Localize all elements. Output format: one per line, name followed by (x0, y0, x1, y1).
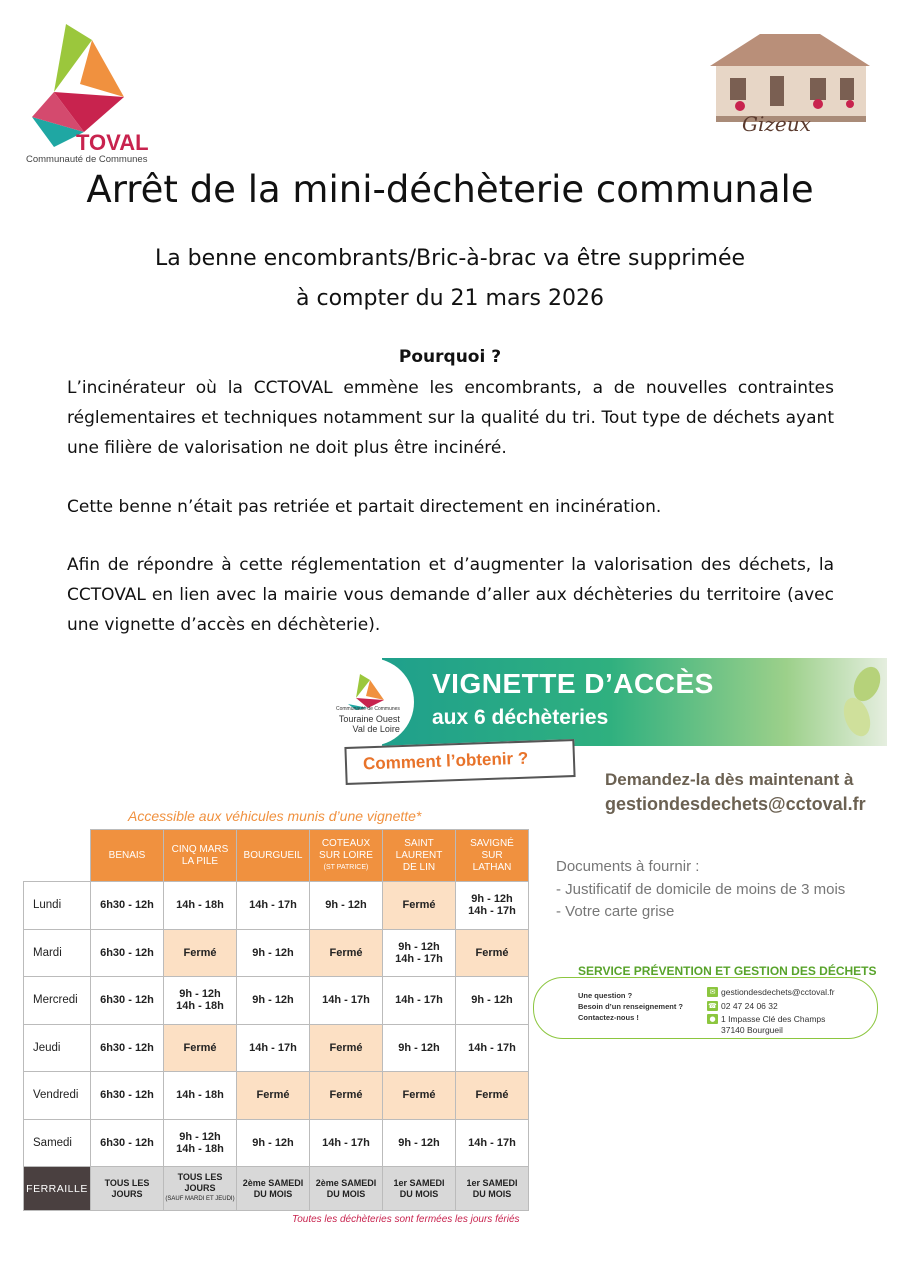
hours-cell (383, 1024, 456, 1072)
day-label: Mardi (24, 929, 91, 977)
subtitle-line2: à compter du 21 mars 2026 (296, 286, 604, 311)
scrap-note: (SAUF MARDI ET JEUDI) (165, 1196, 235, 1202)
scrap-text: 1er SAMEDI (466, 1177, 518, 1188)
hours-text: Fermé (329, 1041, 363, 1054)
site-name-line: CINQ MARS (171, 843, 229, 855)
hours-text: 14h - 17h (322, 1136, 370, 1149)
hours-text: 14h - 17h (249, 899, 297, 912)
hours-cell (237, 977, 310, 1025)
hours-cell (310, 1119, 383, 1167)
site-name-line: COTEAUX (321, 837, 371, 849)
phone-icon: ☎ (708, 1002, 717, 1010)
day-label: Lundi (24, 882, 91, 930)
hours-text: 14h - 17h (468, 905, 516, 918)
hours-text: 14h - 17h (322, 994, 370, 1007)
scrap-text: 2ème SAMEDI (242, 1177, 304, 1188)
hours-cell (456, 1024, 529, 1072)
hours-text: 6h30 - 12h (100, 946, 154, 959)
service-address-line2: 37140 Bourgueil (721, 1025, 783, 1035)
scrap-cell (164, 1167, 237, 1211)
scrap-cell (456, 1167, 529, 1211)
hours-cell (237, 929, 310, 977)
hours-cell (91, 977, 164, 1025)
scrap-text: JOURS (111, 1188, 143, 1199)
scrap-text: JOURS (184, 1183, 216, 1193)
table-corner (24, 830, 91, 882)
scrap-row (24, 1167, 529, 1211)
hours-text: 14h - 17h (395, 952, 443, 965)
tolv-line1: Communauté de Communes (336, 706, 400, 712)
obtain-box (344, 739, 575, 785)
scrap-cell (237, 1167, 310, 1211)
scrap-cell (383, 1167, 456, 1211)
closed-cell (456, 1072, 529, 1120)
service-email[interactable]: gestiondesdechets@cctoval.fr (721, 987, 835, 997)
scrap-label: FERRAILLE (24, 1167, 91, 1211)
hours-text: 14h - 17h (468, 1041, 516, 1054)
hours-text: Fermé (183, 1041, 217, 1054)
documents-title: Documents à fournir : (556, 858, 700, 875)
service-phone[interactable]: 02 47 24 06 32 (721, 1001, 778, 1011)
hours-text: 9h - 12h (325, 899, 367, 912)
vignette-banner (332, 658, 887, 746)
site-name-line: BOURGUEIL (243, 849, 303, 861)
site-name-line: BENAIS (108, 849, 146, 861)
hours-text: 14h - 18h (176, 1142, 224, 1155)
banner-title: VIGNETTE D’ACCÈS (432, 668, 714, 699)
hours-text: 14h - 17h (395, 994, 443, 1007)
site-name-line: SAVIGNÉ (470, 837, 514, 849)
site-name-line: (ST PATRICE) (323, 863, 369, 871)
service-address-line1: 1 Impasse Clé des Champs (721, 1014, 826, 1024)
org-name: TOVAL (76, 130, 149, 155)
hours-text: 14h - 18h (176, 1000, 224, 1013)
service-title: SERVICE PRÉVENTION ET GESTION DES DÉCHETS (578, 964, 877, 978)
tolv-line3: Val de Loire (352, 724, 400, 734)
hours-text: 9h - 12h (252, 946, 294, 959)
table-row (24, 929, 529, 977)
site-header (383, 830, 456, 882)
hours-text: 6h30 - 12h (100, 899, 154, 912)
scrap-text: TOUS LES (177, 1172, 223, 1182)
scrap-cell (310, 1167, 383, 1211)
hours-cell (310, 882, 383, 930)
page-title: Arrêt de la mini-déchèterie communale (86, 168, 814, 211)
site-name-line: SUR LOIRE (319, 849, 373, 861)
hours-cell (91, 1024, 164, 1072)
hours-text: 9h - 12h (471, 893, 513, 906)
hours-text: 9h - 12h (252, 994, 294, 1007)
document-item: - Votre carte grise (556, 903, 675, 920)
hours-cell (383, 1119, 456, 1167)
table-row (24, 1119, 529, 1167)
hours-text: 6h30 - 12h (100, 1136, 154, 1149)
email-icon: ✉ (707, 987, 718, 997)
hours-text: 6h30 - 12h (100, 1041, 154, 1054)
hours-text: 9h - 12h (398, 1041, 440, 1054)
hours-cell (237, 1024, 310, 1072)
hours-text: 9h - 12h (471, 994, 513, 1007)
org-subtitle: Communauté de Communes (26, 154, 148, 165)
hours-text: 9h - 12h (398, 1136, 440, 1149)
closed-cell (310, 1072, 383, 1120)
hours-text: Fermé (256, 1089, 290, 1102)
scrap-text: TOUS LES (104, 1177, 150, 1188)
table-row (24, 1072, 529, 1120)
hours-text: Fermé (475, 946, 509, 959)
hours-cell (91, 1119, 164, 1167)
closed-cell (310, 1024, 383, 1072)
hours-text: Fermé (475, 1089, 509, 1102)
day-label: Samedi (24, 1119, 91, 1167)
hours-cell (383, 977, 456, 1025)
hours-cell (91, 929, 164, 977)
hours-text: 9h - 12h (398, 940, 440, 953)
paragraph-3: Afin de répondre à cette réglementation et d’augmenter la valorisation des déchets, la CCTOVAL en lien avec la mairie vous demande d’aller aux déchèteries du territoire (avec une vignette d’accès en déchèterie). (67, 555, 834, 635)
town-name: Gizeux (742, 112, 811, 136)
closed-cell (383, 882, 456, 930)
subtitle-line1: La benne encombrants/Bric-à-brac va être supprimée (154, 246, 746, 271)
hours-cell (237, 882, 310, 930)
closed-cell (164, 929, 237, 977)
hours-text: 9h - 12h (252, 1136, 294, 1149)
hours-cell (456, 882, 529, 930)
closed-cell (310, 929, 383, 977)
table-row (24, 977, 529, 1025)
hours-cell (310, 977, 383, 1025)
hours-cell (91, 1072, 164, 1120)
hours-cell (164, 1072, 237, 1120)
closed-cell (383, 1072, 456, 1120)
hours-cell (91, 882, 164, 930)
scrap-text: 2ème SAMEDI (315, 1177, 377, 1188)
schedule-caption: Accessible aux véhicules munis d’une vignette* (128, 808, 422, 824)
site-header (456, 830, 529, 882)
closed-cell (456, 929, 529, 977)
hours-text: 14h - 18h (176, 899, 224, 912)
banner-subtitle: aux 6 déchèteries (432, 706, 609, 729)
site-name-line: SUR (481, 849, 503, 861)
scrap-text: DU MOIS (472, 1188, 512, 1199)
table-row (24, 1024, 529, 1072)
site-header (164, 830, 237, 882)
site-name-line: DE LIN (402, 861, 436, 873)
why-heading: Pourquoi ? (398, 347, 502, 367)
service-question: Contactez-nous ! (578, 1013, 639, 1022)
hours-text: Fermé (183, 946, 217, 959)
ask-email[interactable]: gestiondesdechets@cctoval.fr (605, 794, 866, 814)
paragraph-1: L’incinérateur où la CCTOVAL emmène les encombrants, a de nouvelles contraintes réglementaires et techniques notamment sur la qualité du tri. Tout type de déchets ayant une filière de valorisation ne doit plus être incinéré. (67, 378, 834, 458)
hours-text: 14h - 18h (176, 1089, 224, 1102)
site-name-line: SAINT (404, 837, 434, 849)
table-row (24, 882, 529, 930)
hours-text: 14h - 17h (249, 1041, 297, 1054)
tolv-line2: Touraine Ouest (338, 714, 400, 724)
hours-text: Fermé (329, 946, 363, 959)
tolv-logo-text (336, 704, 400, 734)
schedule-table (23, 829, 529, 1211)
table-header-row (24, 830, 529, 882)
hours-text: Fermé (329, 1089, 363, 1102)
scrap-text: 1er SAMEDI (393, 1177, 445, 1188)
site-header (310, 830, 383, 882)
site-header (237, 830, 310, 882)
hours-cell (164, 882, 237, 930)
hours-text: 6h30 - 12h (100, 994, 154, 1007)
hours-cell (456, 977, 529, 1025)
site-name-line: LA PILE (181, 855, 219, 867)
hours-cell (164, 977, 237, 1025)
scrap-text: DU MOIS (399, 1188, 439, 1199)
site-header (91, 830, 164, 882)
ask-line1: Demandez-la dès maintenant à (605, 770, 854, 789)
hours-text: 9h - 12h (179, 988, 221, 1001)
site-name-line: LATHAN (472, 861, 512, 873)
obtain-label: Comment l’obtenir ? (362, 748, 529, 774)
site-name-line: LAURENT (395, 849, 443, 861)
service-question: Besoin d’un renseignement ? (578, 1002, 684, 1011)
day-label: Mercredi (24, 977, 91, 1025)
service-question: Une question ? (578, 991, 633, 1000)
hours-cell (164, 1119, 237, 1167)
scrap-text: DU MOIS (253, 1188, 293, 1199)
leaf-icon (837, 662, 887, 744)
day-label: Jeudi (24, 1024, 91, 1072)
closed-cell (237, 1072, 310, 1120)
hours-cell (383, 929, 456, 977)
location-icon: ● (707, 1014, 718, 1024)
hours-cell (237, 1119, 310, 1167)
hours-text: Fermé (402, 899, 436, 912)
hours-text: 14h - 17h (468, 1136, 516, 1149)
document-item: - Justificatif de domicile de moins de 3 mois (556, 881, 846, 898)
holidays-note: Toutes les déchèteries sont fermées les jours fériés (292, 1214, 520, 1225)
hours-text: Fermé (402, 1089, 436, 1102)
closed-cell (164, 1024, 237, 1072)
day-label: Vendredi (24, 1072, 91, 1120)
scrap-text: DU MOIS (326, 1188, 366, 1199)
hours-cell (456, 1119, 529, 1167)
hours-text: 9h - 12h (179, 1130, 221, 1143)
hours-text: 6h30 - 12h (100, 1089, 154, 1102)
scrap-cell (91, 1167, 164, 1211)
paragraph-2: Cette benne n’était pas retriée et partait directement en incinération. (67, 497, 662, 517)
